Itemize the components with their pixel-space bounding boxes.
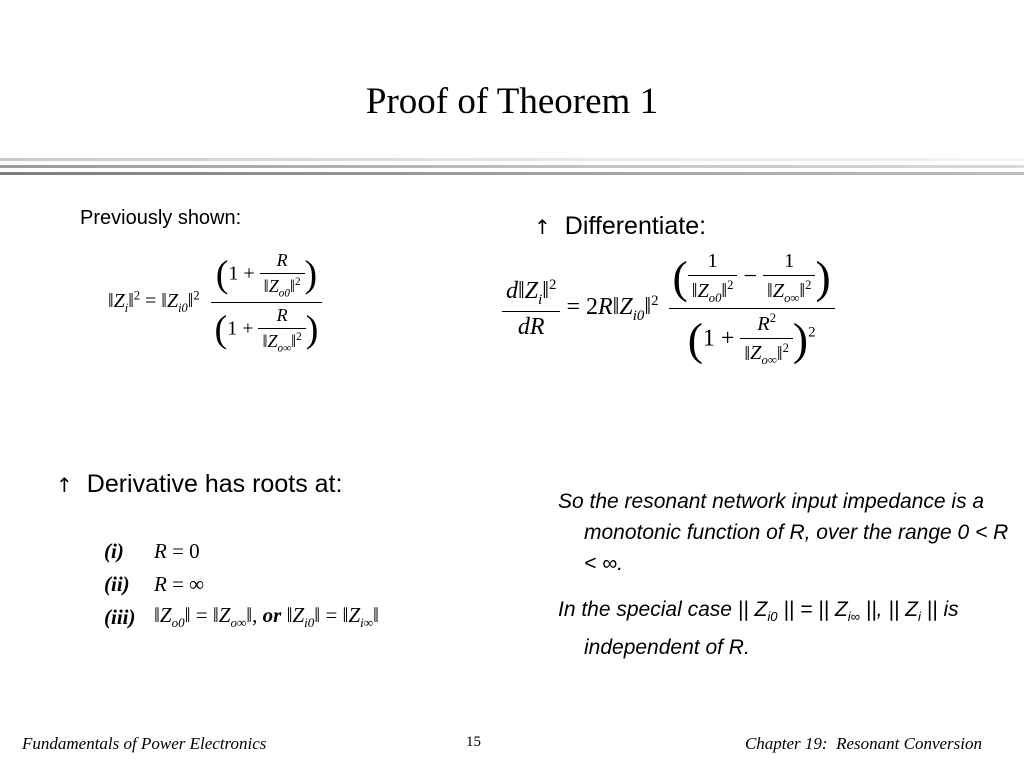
roots-list [104, 535, 379, 634]
title-rule-middle [0, 165, 1024, 168]
bullet-arrow-icon: ↑ [534, 215, 551, 239]
title-rule-bottom [0, 172, 1024, 175]
footer-book-title: Fundamentals of Power Electronics [22, 734, 267, 753]
derivative-equation: $\frac{d‖Z_i‖^2}{dR}$ = $2R‖Z_{i0}‖^2$ ( $\frac{1}{‖Z_{o0}‖^2}$ − $\frac{1}{‖Z_{o\infty}‖^2}$ ) (1 + $\frac{R^2}{‖Z_{o\infty}‖^2}$ )$^2$ [502, 250, 835, 369]
special-case-prefix: In the special case [558, 598, 732, 621]
root-label: (iii) [104, 605, 136, 629]
slide-title: Proof of Theorem 1 [365, 81, 659, 122]
impedance-equation: $‖Z_i‖^2$ = $‖Z_{i0}‖^2$ (1 + $\frac{R}{‖Z_{o0}‖^2}$ ) (1 + $\frac{R}{‖Z_{o\infty}‖^2}$ ) [108, 250, 322, 354]
special-case-suffix: is independent of R. [584, 598, 959, 660]
title-rule-top [0, 158, 1024, 161]
footer-page-number: 15 [466, 734, 481, 750]
previously-shown-label: Previously shown: [80, 207, 242, 229]
footer-chapter: Chapter 19: Resonant Conversion [744, 734, 982, 753]
root-item: (iii) $‖Z_{o0}‖$ = $‖Z_{o\infty}‖$, or $‖Z_{i0}‖$ = $‖Z_{i\infty}‖$ [104, 603, 379, 631]
conclusion-monotonic: So the resonant network input impedance is a monotonic function of R, over the range 0 < R < ∞. [558, 490, 1009, 575]
roots-heading: Derivative has roots at: [86, 470, 343, 498]
differentiate-label: Differentiate: [564, 212, 707, 240]
differentiate-bullet [534, 212, 706, 241]
conclusion-special-case: In the special case || $Z_{i0}$ || = || $Z_{i\infty}$ ||, || $Z_i$ || is independent of R. [558, 598, 959, 660]
root-item: (i) R = 0 [104, 539, 200, 563]
root-label: (i) [104, 539, 124, 563]
bullet-arrow-icon: ↑ [56, 473, 73, 497]
root-label: (ii) [104, 572, 130, 596]
root-item: (ii) R = ∞ [104, 572, 205, 596]
roots-bullet [56, 470, 342, 499]
